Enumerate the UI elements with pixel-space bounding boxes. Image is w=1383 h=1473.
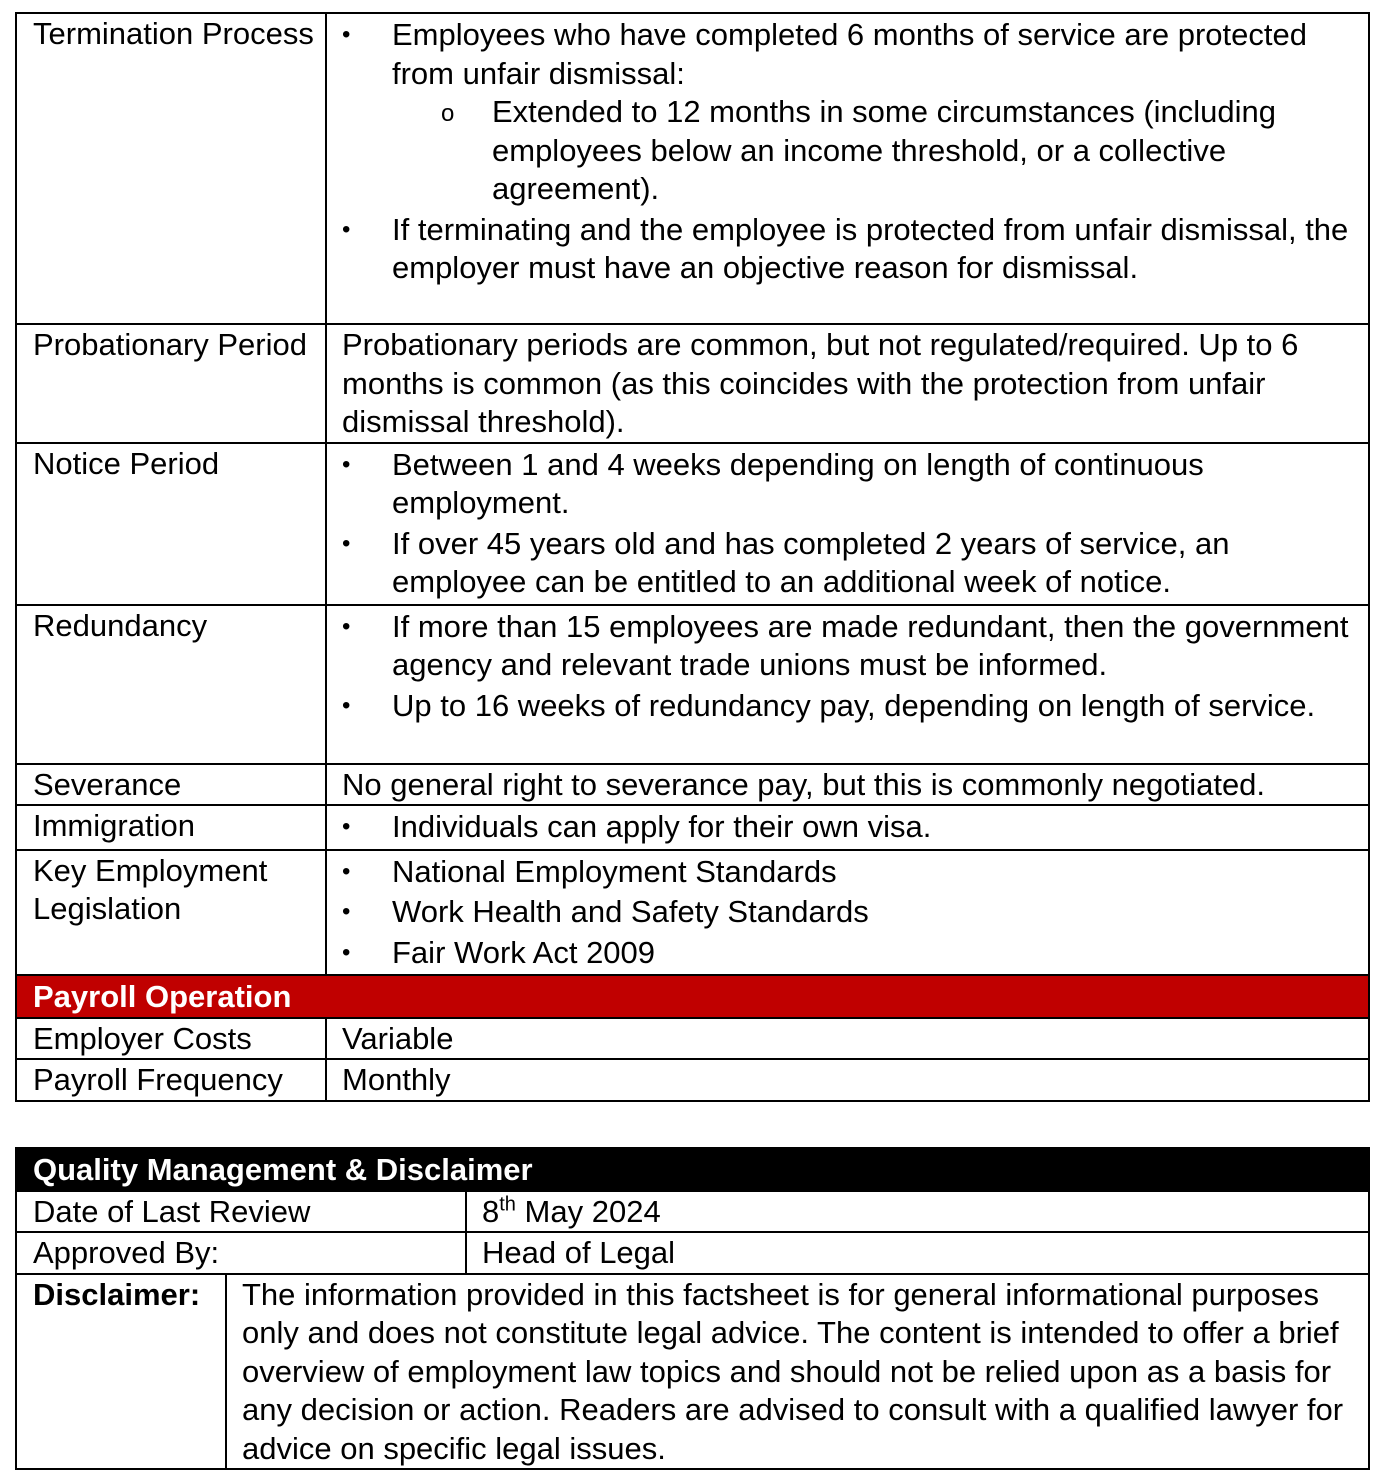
- list-item: • Between 1 and 4 weeks depending on length of continuous employment.: [342, 446, 1360, 523]
- probationary-label: Probationary Period: [16, 324, 326, 443]
- review-date-label: Date of Last Review: [16, 1191, 466, 1233]
- list-item: o Extended to 12 months in some circumstances (including employees below an income threshold, or a collective agreement).: [492, 93, 1360, 209]
- legislation-label: Key Employment Legislation: [16, 850, 326, 976]
- table-row: [16, 764, 1369, 806]
- list-item: • National Employment Standards: [342, 853, 1360, 892]
- approved-by-value: Head of Legal: [466, 1232, 1369, 1274]
- table-row: [16, 605, 1369, 764]
- list-item: • Work Health and Safety Standards: [342, 893, 1360, 932]
- disclaimer-text: The information provided in this factsheet is for general informational purposes only and does not constitute legal advice. The content is intended to offer a brief overview of employment law topics and should not be relied upon as a basis for any decision or action. Readers are advised to consult with a qualified lawyer for advice on specific legal issues.: [226, 1274, 1369, 1470]
- legislation-value: [326, 850, 1369, 976]
- review-date-value: 8th May 2024: [466, 1191, 1369, 1233]
- termination-label: Termination Process: [16, 13, 326, 324]
- quality-section-header: [16, 1148, 1369, 1191]
- table-row: [16, 805, 1369, 850]
- table-row: [16, 1274, 1369, 1470]
- table-row: [16, 1059, 1369, 1101]
- employer-costs-label: Employer Costs: [16, 1018, 326, 1060]
- notice-label: Notice Period: [16, 443, 326, 605]
- list-item: • If terminating and the employee is protected from unfair dismissal, the employer must have an objective reason for dismissal.: [342, 211, 1360, 288]
- employment-table: [15, 12, 1370, 1102]
- list-item: • Fair Work Act 2009: [342, 934, 1360, 973]
- notice-value: [326, 443, 1369, 605]
- table-row: [16, 850, 1369, 976]
- list-item: • Employees who have completed 6 months of service are protected from unfair dismissal: o Extended to 12 months in some circumstances (including employees below an income threshold, or a collective agreement).: [342, 16, 1360, 209]
- quality-heading: Quality Management & Disclaimer: [16, 1148, 1369, 1191]
- table-row: [16, 13, 1369, 324]
- immigration-label: Immigration: [16, 805, 326, 850]
- table-row: [16, 443, 1369, 605]
- severance-value: No general right to severance pay, but this is commonly negotiated.: [326, 764, 1369, 806]
- table-row: [16, 324, 1369, 443]
- list-item: • If over 45 years old and has completed 2 years of service, an employee can be entitled to an additional week of notice.: [342, 525, 1360, 602]
- table-row: [16, 1018, 1369, 1060]
- list-item: • Individuals can apply for their own visa.: [342, 808, 1360, 847]
- payroll-heading: Payroll Operation: [16, 975, 1369, 1018]
- payroll-section-header: [16, 975, 1369, 1018]
- severance-label: Severance: [16, 764, 326, 806]
- termination-value: [326, 13, 1369, 324]
- table-row: [16, 1232, 1369, 1274]
- list-item: • Up to 16 weeks of redundancy pay, depending on length of service.: [342, 687, 1360, 726]
- immigration-value: [326, 805, 1369, 850]
- approved-by-label: Approved By:: [16, 1232, 466, 1274]
- quality-table: [15, 1147, 1370, 1470]
- disclaimer-label: Disclaimer:: [16, 1274, 226, 1470]
- payroll-frequency-value: Monthly: [326, 1059, 1369, 1101]
- redundancy-value: [326, 605, 1369, 764]
- employer-costs-value: Variable: [326, 1018, 1369, 1060]
- payroll-frequency-label: Payroll Frequency: [16, 1059, 326, 1101]
- list-item: • If more than 15 employees are made redundant, then the government agency and relevant trade unions must be informed.: [342, 608, 1360, 685]
- table-row: [16, 1191, 1369, 1233]
- redundancy-label: Redundancy: [16, 605, 326, 764]
- probationary-value: Probationary periods are common, but not regulated/required. Up to 6 months is common (as this coincides with the protection from unfair dismissal threshold).: [326, 324, 1369, 443]
